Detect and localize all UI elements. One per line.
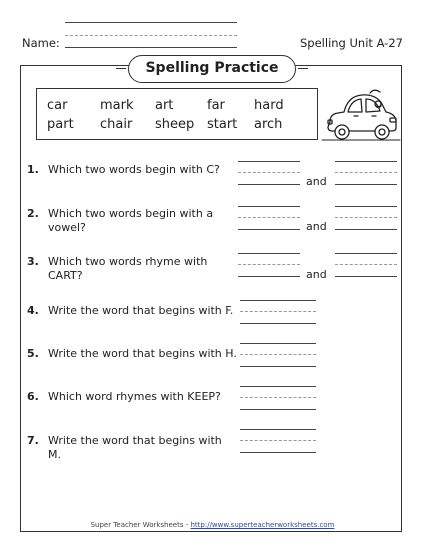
answer-line-mid (238, 217, 300, 218)
car-icon (320, 84, 402, 146)
question-number: 7. (27, 434, 39, 447)
and-label: and (306, 175, 327, 188)
name-line-baseline[interactable] (65, 47, 237, 48)
answer-field[interactable] (238, 184, 300, 185)
answer-line-mid (335, 217, 397, 218)
word-bank-item: part (47, 117, 74, 132)
question-text: Which two words begin with a vowel? (48, 207, 214, 234)
answer-line-top (335, 161, 397, 162)
title-divider-left (116, 68, 126, 69)
answer-line-mid (335, 264, 397, 265)
question-text: Write the word that begins with F. (48, 304, 234, 317)
worksheet-title: Spelling Practice (128, 55, 296, 83)
answer-line-mid (240, 440, 316, 441)
question-text: Write the word that begins with H. (48, 347, 237, 360)
answer-line-top (335, 253, 397, 254)
answer-line-mid (240, 354, 316, 355)
name-line-top (65, 22, 237, 23)
question-text: Which two words begin with C? (48, 163, 220, 176)
answer-field[interactable] (238, 276, 300, 277)
name-line-midline (65, 35, 237, 36)
answer-line-top (238, 161, 300, 162)
question-number: 6. (27, 390, 39, 403)
word-bank-item: start (207, 117, 238, 132)
word-bank-item: mark (100, 98, 134, 113)
answer-line-top (238, 253, 300, 254)
word-bank-item: far (207, 98, 225, 113)
question-number: 5. (27, 347, 39, 360)
word-bank-item: art (155, 98, 174, 113)
question-text: Write the word that begins with M. (48, 434, 222, 461)
answer-line-top (240, 386, 316, 387)
and-label: and (306, 220, 327, 233)
question-text: Which word rhymes with KEEP? (48, 390, 221, 403)
answer-line-mid (238, 172, 300, 173)
footer-link[interactable]: http://www.superteacherworksheets.com (190, 521, 335, 529)
answer-field[interactable] (335, 229, 397, 230)
footer-text: Super Teacher Worksheets - (90, 521, 191, 529)
answer-field[interactable] (240, 409, 316, 410)
word-bank-item: chair (100, 117, 133, 132)
word-bank-item: sheep (155, 117, 195, 132)
answer-field[interactable] (335, 276, 397, 277)
answer-line-mid (238, 264, 300, 265)
answer-line-mid (335, 172, 397, 173)
answer-line-mid (240, 311, 316, 312)
question-number: 3. (27, 255, 39, 268)
and-label: and (306, 268, 327, 281)
answer-field[interactable] (238, 229, 300, 230)
answer-field[interactable] (240, 452, 316, 453)
answer-field[interactable] (335, 184, 397, 185)
answer-field[interactable] (240, 323, 316, 324)
answer-line-top (238, 206, 300, 207)
question-text: Which two words rhyme with CART? (48, 255, 208, 282)
unit-label: Spelling Unit A-27 (300, 36, 403, 50)
word-bank-item: hard (254, 98, 284, 113)
answer-line-top (335, 206, 397, 207)
word-bank-item: arch (254, 117, 283, 132)
answer-line-mid (240, 397, 316, 398)
question-number: 4. (27, 304, 39, 317)
title-divider-right (298, 68, 308, 69)
answer-field[interactable] (240, 366, 316, 367)
name-label: Name: (22, 36, 60, 50)
footer (0, 521, 425, 529)
word-bank (36, 88, 318, 140)
answer-line-top (240, 300, 316, 301)
answer-line-top (240, 429, 316, 430)
word-bank-item: car (47, 98, 68, 113)
question-number: 1. (27, 163, 39, 176)
answer-line-top (240, 343, 316, 344)
question-number: 2. (27, 207, 39, 220)
